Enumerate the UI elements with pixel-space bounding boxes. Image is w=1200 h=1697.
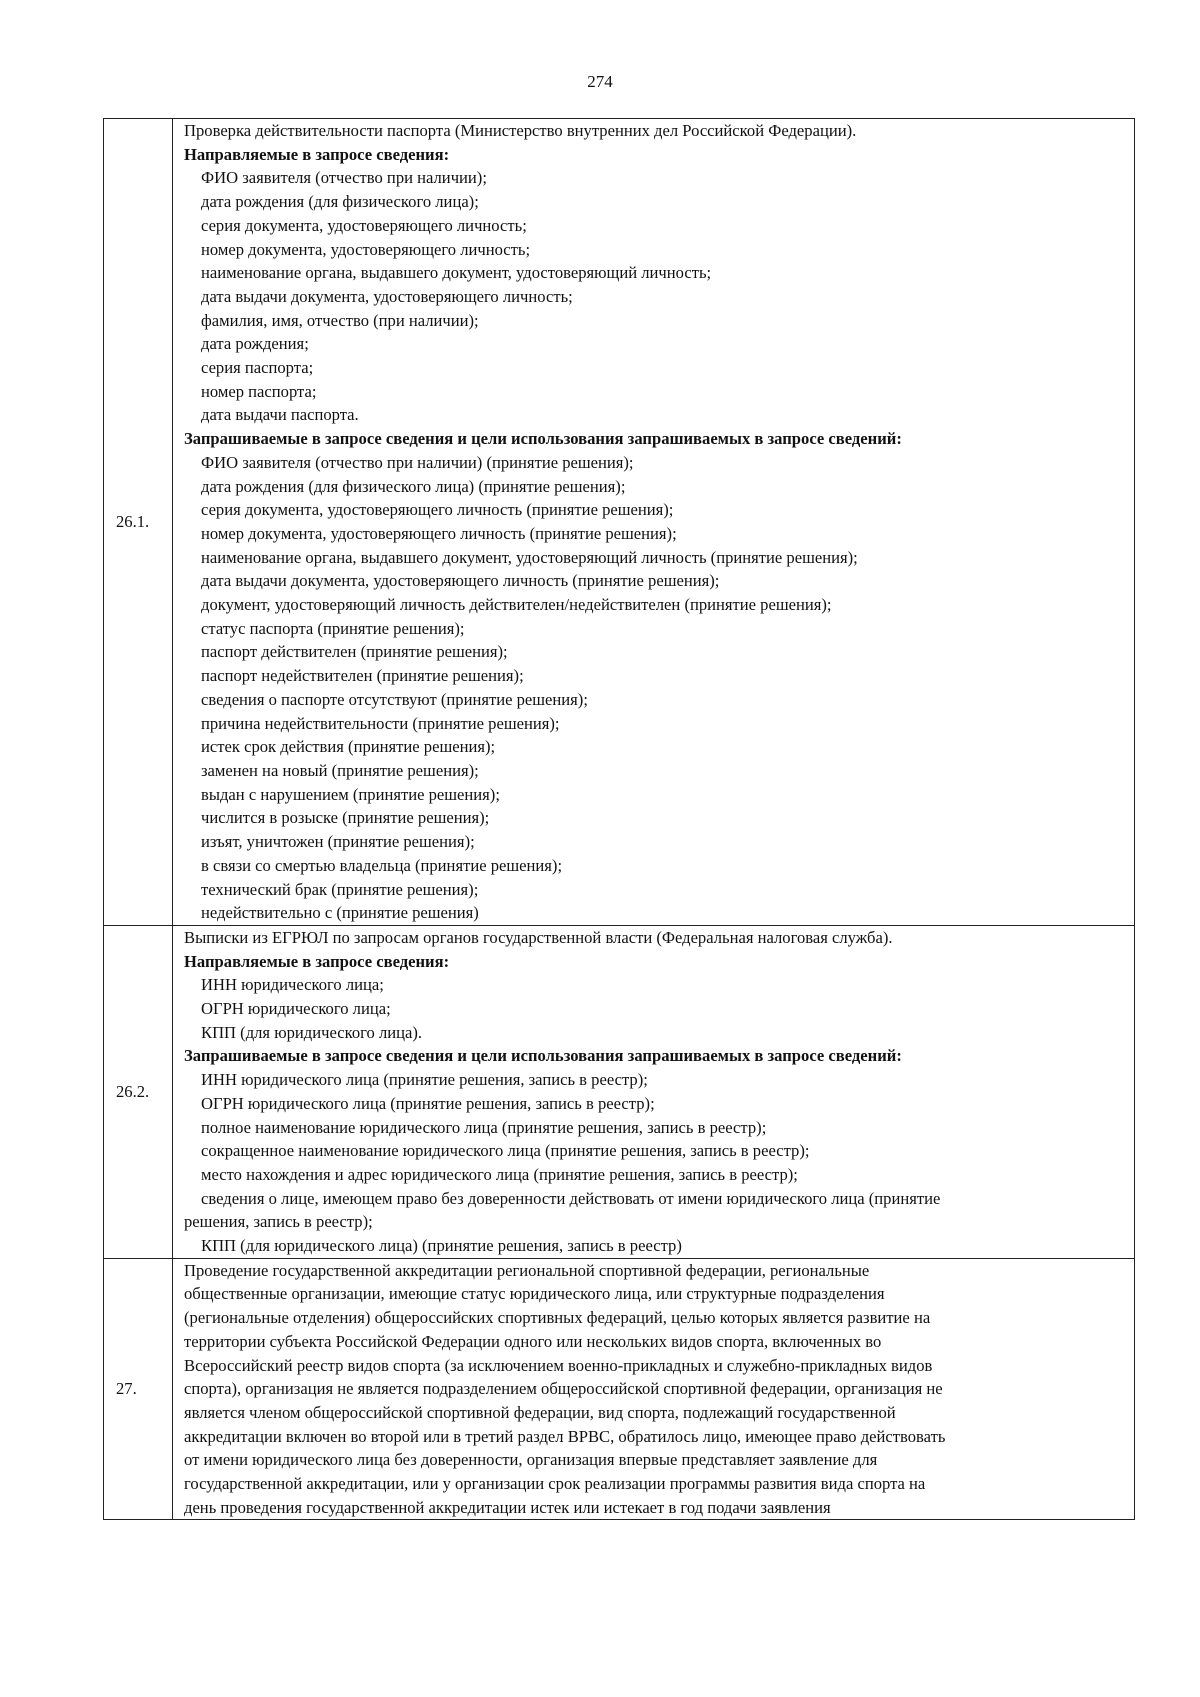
paragraph-line: общественные организации, имеющие статус юридического лица, или структурные подразделения: [184, 1284, 885, 1304]
paragraph-line: территории субъекта Российской Федерации одного или нескольких видов спорта, включенных во: [184, 1331, 882, 1351]
list-item: изъят, уничтожен (принятие решения);: [201, 832, 475, 852]
list-item: сведения о паспорте отсутствуют (принятие решения);: [201, 689, 588, 709]
list-item: числится в розыске (принятие решения);: [201, 808, 490, 828]
list-item: КПП (для юридического лица) (принятие решения, запись в реестр): [201, 1236, 682, 1256]
list-item: серия документа, удостоверяющего личность (принятие решения);: [201, 500, 674, 520]
list-item: паспорт действителен (принятие решения);: [201, 642, 508, 662]
list-item: номер паспорта;: [201, 381, 317, 401]
table-row: [104, 1258, 1135, 1520]
list-item: сведения о лице, имеющем право без доверенности действовать от имени юридического лица (принятие: [201, 1188, 941, 1208]
paragraph-line: является членом общероссийской спортивной федерации, вид спорта, подлежащий государственной: [184, 1402, 896, 1422]
list-item: дата выдачи документа, удостоверяющего личность (принятие решения);: [201, 571, 720, 591]
row-number: 26.1.: [104, 119, 173, 926]
list-item: ИНН юридического лица (принятие решения, запись в реестр);: [201, 1070, 648, 1090]
list-item: ФИО заявителя (отчество при наличии);: [201, 168, 487, 188]
row-content: [173, 925, 1135, 1258]
list-item: истек срок действия (принятие решения);: [201, 737, 496, 757]
list-item: ИНН юридического лица;: [201, 975, 384, 995]
list-item: выдан с нарушением (принятие решения);: [201, 784, 500, 804]
paragraph-line: от имени юридического лица без доверенности, организация впервые представляет заявление для: [184, 1450, 878, 1470]
list-item: полное наименование юридического лица (принятие решения, запись в реестр);: [201, 1117, 767, 1137]
paragraph-line: Проведение государственной аккредитации региональной спортивной федерации, региональные: [184, 1260, 870, 1280]
table-row: [104, 925, 1135, 1258]
list-item: серия документа, удостоверяющего личность;: [201, 215, 527, 235]
list-item: номер документа, удостоверяющего личность (принятие решения);: [201, 523, 677, 543]
list-item: дата выдачи документа, удостоверяющего личность;: [201, 286, 573, 306]
list-item-continuation: решения, запись в реестр);: [184, 1212, 373, 1232]
sent-heading: Направляемые в запросе сведения:: [184, 144, 450, 164]
list-item: статус паспорта (принятие решения);: [201, 618, 465, 638]
list-item: технический брак (принятие решения);: [201, 879, 479, 899]
list-item: заменен на новый (принятие решения);: [201, 760, 479, 780]
list-item: документ, удостоверяющий личность действителен/недействителен (принятие решения);: [201, 595, 832, 615]
list-item: ОГРН юридического лица;: [201, 999, 391, 1019]
paragraph-line: (региональные отделения) общероссийских спортивных федераций, целью которых является развитие на: [184, 1308, 931, 1328]
page-number: 274: [587, 72, 613, 91]
row-content: [173, 1258, 1135, 1520]
services-table: [103, 118, 1135, 1520]
list-item: причина недействительности (принятие решения);: [201, 713, 560, 733]
sent-heading: Направляемые в запросе сведения:: [184, 951, 450, 971]
requested-heading: Запрашиваемые в запросе сведения и цели использования запрашиваемых в запросе сведений:: [184, 429, 902, 449]
row-title: Проверка действительности паспорта (Министерство внутренних дел Российской Федерации).: [184, 121, 857, 140]
list-item: место нахождения и адрес юридического лица (принятие решения, запись в реестр);: [201, 1164, 798, 1184]
paragraph-line: день проведения государственной аккредитации истек или истекает в год подачи заявления: [184, 1497, 831, 1517]
list-item: дата рождения (для физического лица);: [201, 192, 479, 212]
list-item: наименование органа, выдавшего документ, удостоверяющий личность (принятие решения);: [201, 547, 858, 567]
row-number: 26.2.: [104, 925, 173, 1258]
list-item: дата рождения;: [201, 334, 309, 354]
row-title: Выписки из ЕГРЮЛ по запросам органов государственной власти (Федеральная налоговая служба).: [184, 927, 893, 947]
list-item: серия паспорта;: [201, 358, 314, 378]
row-number: 27.: [104, 1258, 173, 1520]
list-item: ОГРН юридического лица (принятие решения, запись в реестр);: [201, 1093, 655, 1113]
list-item: дата рождения (для физического лица) (принятие решения);: [201, 476, 626, 496]
paragraph-line: Всероссийский реестр видов спорта (за исключением военно-прикладных и служебно-прикладных видов: [184, 1355, 933, 1375]
list-item: КПП (для юридического лица).: [201, 1022, 423, 1042]
paragraph-line: государственной аккредитации, или у организации срок реализации программы развития вида спорта на: [184, 1474, 926, 1494]
list-item: сокращенное наименование юридического лица (принятие решения, запись в реестр);: [201, 1141, 810, 1161]
list-item: наименование органа, выдавшего документ, удостоверяющий личность;: [201, 263, 712, 283]
list-item: дата выдачи паспорта.: [201, 405, 359, 425]
list-item: номер документа, удостоверяющего личность;: [201, 239, 531, 259]
row-content: [173, 119, 1135, 926]
list-item: недействительно с (принятие решения): [201, 903, 479, 923]
list-item: фамилия, имя, отчество (при наличии);: [201, 310, 479, 330]
list-item: паспорт недействителен (принятие решения);: [201, 666, 524, 686]
list-item: в связи со смертью владельца (принятие решения);: [201, 855, 563, 875]
list-item: ФИО заявителя (отчество при наличии) (принятие решения);: [201, 452, 634, 472]
requested-heading: Запрашиваемые в запросе сведения и цели использования запрашиваемых в запросе сведений:: [184, 1046, 902, 1066]
paragraph-line: спорта), организация не является подразделением общероссийской спортивной федерации, организация не: [184, 1379, 943, 1399]
table-row: [104, 119, 1135, 926]
paragraph-line: аккредитации включен во второй или в третий раздел ВРВС, обратилось лицо, имеющее право действовать: [184, 1426, 946, 1446]
